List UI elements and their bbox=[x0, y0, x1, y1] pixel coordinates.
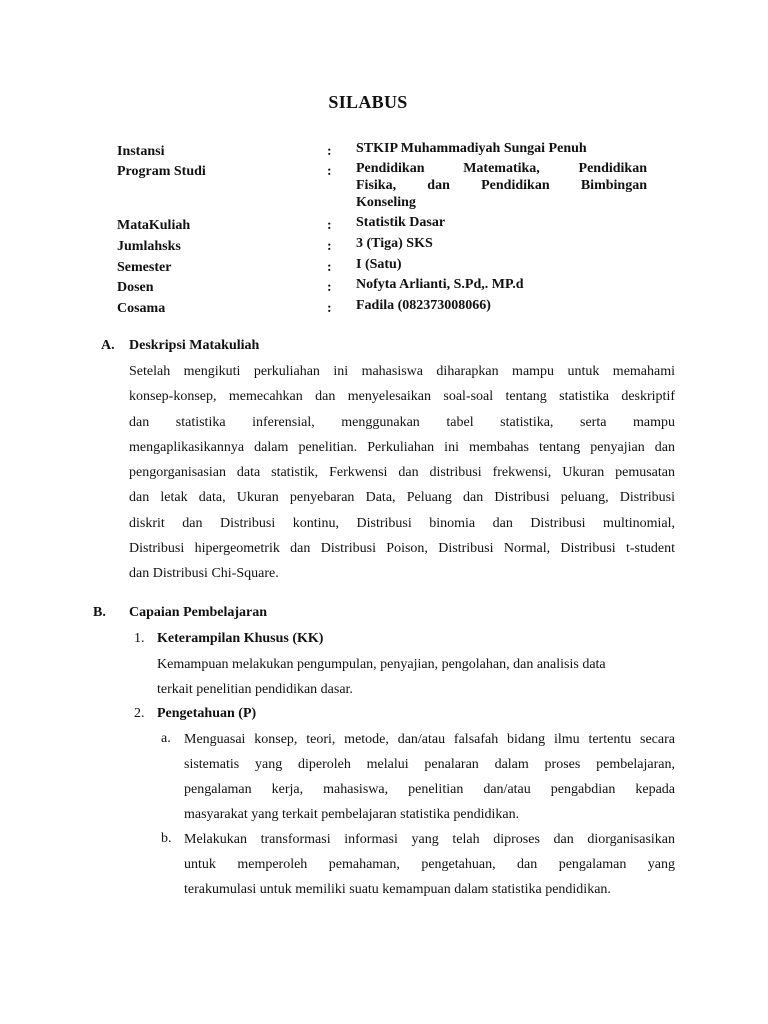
paragraph-line: pengorganisasian data statistik, Ferkwensi dan distribusi frekwensi, Ukuran pemusatan bbox=[129, 465, 675, 481]
paragraph-line: sistematis yang diperoleh melalui penalaran dalam proses pembelajaran, bbox=[184, 757, 675, 772]
item-1-text bbox=[157, 652, 657, 702]
paragraph-line: Menguasai konsep, teori, metode, dan/atau falsafah bidang ilmu tertentu secara bbox=[184, 732, 675, 747]
info-value: I (Satu) bbox=[356, 257, 402, 272]
info-colon: : bbox=[327, 260, 332, 275]
paragraph-line: Melakukan transformasi informasi yang telah diproses dan diorganisasikan bbox=[184, 832, 675, 847]
subitem-a-letter: a. bbox=[161, 731, 171, 746]
info-value: Nofyta Arlianti, S.Pd,. MP.d bbox=[356, 277, 524, 292]
item-1-number: 1. bbox=[134, 631, 145, 646]
section-a-paragraph bbox=[129, 359, 675, 587]
paragraph-line: terkait penelitian pendidikan dasar. bbox=[157, 682, 353, 697]
info-label: Jumlahsks bbox=[117, 239, 181, 254]
section-a-letter: A. bbox=[101, 338, 115, 353]
info-row-matakuliah bbox=[117, 214, 647, 235]
info-colon: : bbox=[327, 301, 332, 316]
document-title: SILABUS bbox=[328, 92, 408, 112]
info-row-dosen bbox=[117, 276, 647, 297]
paragraph-line: Setelah mengikuti perkuliahan ini mahasiswa diharapkan mampu untuk memahami bbox=[129, 364, 675, 379]
info-colon: : bbox=[327, 144, 332, 159]
info-label: Instansi bbox=[117, 144, 165, 159]
info-colon: : bbox=[327, 239, 332, 254]
info-row-cosama bbox=[117, 297, 647, 317]
info-label: MataKuliah bbox=[117, 218, 191, 233]
info-label: Semester bbox=[117, 260, 172, 275]
info-row-program-studi bbox=[117, 160, 647, 214]
paragraph-line: mengaplikasikannya dalam penelitian. Perkuliahan ini membahas tentang penyajian dan bbox=[129, 439, 675, 455]
section-a-title: Deskripsi Matakuliah bbox=[129, 338, 260, 353]
paragraph-line: dan Distribusi Chi-Square. bbox=[129, 566, 279, 582]
info-value: Statistik Dasar bbox=[356, 215, 446, 230]
item-2-number: 2. bbox=[134, 706, 145, 721]
info-value: Fadila (082373008066) bbox=[356, 298, 491, 313]
section-b-title: Capaian Pembelajaran bbox=[129, 605, 268, 620]
subitem-b-letter: b. bbox=[161, 831, 172, 846]
item-2-title: Pengetahuan (P) bbox=[157, 706, 257, 721]
paragraph-line: dan statistika inferensial, menggunakan tabel statistika, serta mampu bbox=[129, 414, 675, 430]
subitem-a-text bbox=[184, 727, 675, 827]
info-colon: : bbox=[327, 164, 332, 179]
info-row-semester bbox=[117, 256, 647, 276]
info-label: Cosama bbox=[117, 301, 166, 316]
info-row-instansi bbox=[117, 140, 647, 160]
paragraph-line: terakumulasi untuk memiliki suatu kemampuan dalam statistika pendidikan. bbox=[184, 882, 611, 897]
paragraph-line: konsep-konsep, memecahkan dan menyelesaikan soal-soal tentang statistika deskriptif bbox=[129, 389, 675, 405]
info-label: Program Studi bbox=[117, 164, 206, 179]
paragraph-line: dan letak data, Ukuran penyebaran Data, Peluang dan Distribusi peluang, Distribusi bbox=[129, 490, 675, 506]
info-table bbox=[117, 140, 647, 317]
paragraph-line: untuk memperoleh pemahaman, pengetahuan, dan pengalaman yang bbox=[184, 857, 675, 872]
item-1-title: Keterampilan Khusus (KK) bbox=[157, 631, 324, 646]
info-value: 3 (Tiga) SKS bbox=[356, 236, 433, 251]
subitem-b-text bbox=[184, 827, 675, 902]
paragraph-line: masyarakat yang terkait pembelajaran statistika pendidikan. bbox=[184, 807, 520, 822]
info-label: Dosen bbox=[117, 280, 154, 295]
paragraph-line: pengalaman kerja, mahasiswa, penelitian dan/atau pengabdian kepada bbox=[184, 782, 675, 797]
section-b-letter: B. bbox=[93, 605, 106, 620]
info-row-jumlahsks bbox=[117, 235, 647, 256]
info-value: Pendidikan Matematika, Pendidikan Fisika, dan Pendidikan Bimbingan Konseling bbox=[356, 161, 647, 210]
paragraph-line: Distribusi hipergeometrik dan Distribusi Poison, Distribusi Normal, Distribusi t-student bbox=[129, 541, 675, 557]
info-colon: : bbox=[327, 280, 332, 295]
paragraph-line: Kemampuan melakukan pengumpulan, penyajian, pengolahan, dan analisis data bbox=[157, 657, 606, 672]
info-value: STKIP Muhammadiyah Sungai Penuh bbox=[356, 141, 587, 156]
paragraph-line: diskrit dan Distribusi kontinu, Distribusi binomia dan Distribusi multinomial, bbox=[129, 515, 675, 531]
info-colon: : bbox=[327, 218, 332, 233]
